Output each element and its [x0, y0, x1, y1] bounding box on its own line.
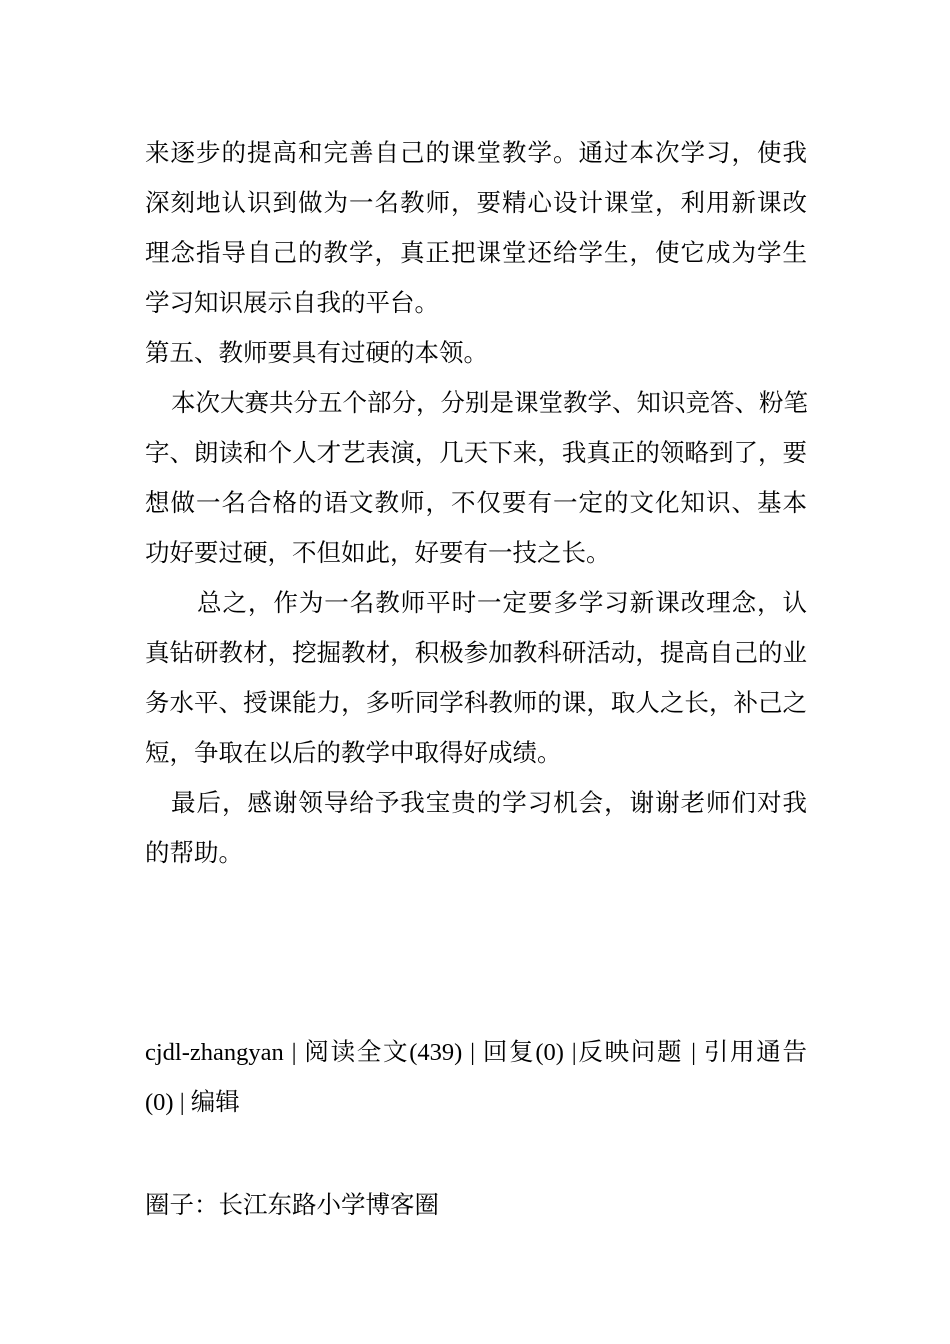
paragraph-4	[145, 778, 807, 878]
post-meta-line: (0) | 编辑	[145, 1089, 240, 1116]
spacer	[145, 1128, 807, 1180]
text-line: 务水平、授课能力，多听同学科教师的课，取人之长，补己之	[145, 688, 807, 717]
blog-circle	[145, 1180, 807, 1230]
text-line: 来逐步的提高和完善自己的课堂教学。通过本次学习，使我	[145, 138, 807, 167]
section-heading	[145, 328, 807, 378]
text-line: 的帮助。	[145, 838, 243, 867]
document-page	[145, 128, 807, 1230]
text-line: 真钻研教材，挖掘教材，积极参加教科研活动，提高自己的业	[145, 638, 807, 667]
text-line: 字、朗读和个人才艺表演，几天下来，我真正的领略到了，要	[145, 438, 807, 467]
text-line: 最后，感谢领导给予我宝贵的学习机会，谢谢老师们对我	[171, 788, 807, 817]
text-line: 理念指导自己的教学，真正把课堂还给学生，使它成为学生	[145, 238, 807, 267]
text-line: 短，争取在以后的教学中取得好成绩。	[145, 738, 562, 767]
paragraph-1	[145, 128, 807, 328]
text-line: 第五、教师要具有过硬的本领。	[145, 338, 488, 367]
text-line: 本次大赛共分五个部分，分别是课堂教学、知识竞答、粉笔	[171, 388, 808, 417]
post-meta-line: cjdl-zhangyan | 阅读全文(439) | 回复(0) |反映问题 | 引用通告	[145, 1039, 807, 1066]
text-line: 总之，作为一名教师平时一定要多学习新课改理念，认	[197, 588, 807, 617]
paragraph-3	[145, 578, 807, 778]
text-line: 想做一名合格的语文教师，不仅要有一定的文化知识、基本	[145, 488, 807, 517]
spacer	[145, 878, 807, 1028]
post-meta	[145, 1028, 807, 1128]
text-line: 功好要过硬，不但如此，好要有一技之长。	[145, 538, 611, 567]
paragraph-2	[145, 378, 807, 578]
text-line: 深刻地认识到做为一名教师，要精心设计课堂，利用新课改	[145, 188, 807, 217]
blog-circle-line: 圈子：长江东路小学博客圈	[145, 1190, 439, 1219]
text-line: 学习知识展示自我的平台。	[145, 288, 439, 317]
